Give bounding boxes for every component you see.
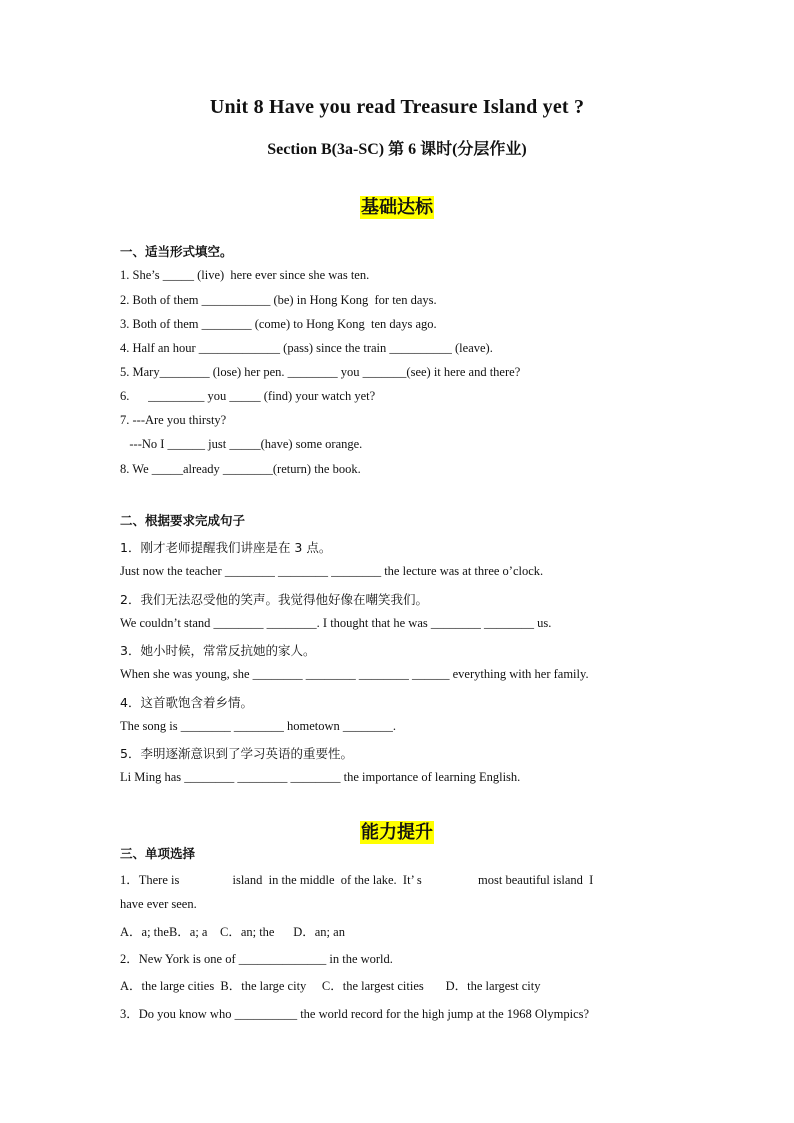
exercise-line: The song is ________ ________ hometown ________. bbox=[120, 719, 397, 733]
chinese-prompt: 2．我们无法忍受他的笑声。我觉得他好像在嘲笑我们。 bbox=[120, 592, 428, 607]
page-subtitle: Section B(3a-SC) 第 6 课时(分层作业) bbox=[267, 141, 527, 158]
exercise-line: 3. Both of them ________ (come) to Hong Kong ten days ago. bbox=[120, 317, 437, 331]
basic-level-label: 基础达标 bbox=[361, 197, 433, 218]
exercise-line: Just now the teacher ________ ________ ________ the lecture was at three o’clock. bbox=[120, 564, 544, 578]
chinese-prompt: 4．这首歌饱含着乡情。 bbox=[120, 695, 253, 710]
chinese-prompt: 5．李明逐渐意识到了学习英语的重要性。 bbox=[120, 746, 353, 761]
advanced-level-label: 能力提升 bbox=[361, 822, 433, 843]
chinese-prompt: 3．她小时候，常常反抗她的家人。 bbox=[120, 643, 316, 658]
exercise-line: 1. She’s _____ (live) here ever since she was ten. bbox=[120, 268, 370, 282]
exercise-line: 6. _________ you _____ (find) your watch yet? bbox=[120, 389, 376, 403]
advanced-level-banner bbox=[0, 818, 794, 844]
question-line: 3．Do you know who __________ the world record for the high jump at the 1968 Olympics? bbox=[120, 1007, 590, 1021]
part2-heading: 二、根据要求完成句子 bbox=[120, 513, 246, 528]
page-title: Unit 8 Have you read Treasure Island yet ? bbox=[209, 96, 585, 118]
question-line: 2．New York is one of ______________ in the world. bbox=[120, 952, 393, 966]
part3-heading: 三、单项选择 bbox=[120, 846, 196, 861]
answer-options: A．the large cities B．the large city C．the largest cities D．the largest city bbox=[120, 979, 541, 993]
question-line: have ever seen. bbox=[120, 897, 197, 911]
question-line: 1．There is island in the middle of the lake. It’ s most beautiful island I bbox=[120, 873, 594, 887]
exercise-line: 8. We _____already ________(return) the book. bbox=[120, 462, 361, 476]
answer-options: A．a; theB．a; a C．an; the D．an; an bbox=[120, 925, 345, 939]
basic-level-banner bbox=[0, 193, 794, 219]
exercise-line: 2. Both of them ___________ (be) in Hong Kong for ten days. bbox=[120, 293, 437, 307]
exercise-line: When she was young, she ________ ________ ________ ______ everything with her family. bbox=[120, 667, 589, 681]
part1-heading: 一、适当形式填空。 bbox=[120, 244, 233, 259]
exercise-line: We couldn’t stand ________ ________. I thought that he was ________ ________ us. bbox=[120, 616, 552, 630]
exercise-line: Li Ming has ________ ________ ________ the importance of learning English. bbox=[120, 770, 521, 784]
chinese-prompt: 1．刚才老师提醒我们讲座是在 3 点。 bbox=[120, 540, 332, 555]
exercise-line: 7. ---Are you thirsty? bbox=[120, 413, 227, 427]
exercise-line: ---No I ______ just _____(have) some orange. bbox=[120, 437, 363, 451]
exercise-line: 4. Half an hour _____________ (pass) since the train __________ (leave). bbox=[120, 341, 493, 355]
exercise-line: 5. Mary________ (lose) her pen. ________ you _______(see) it here and there? bbox=[120, 365, 521, 379]
